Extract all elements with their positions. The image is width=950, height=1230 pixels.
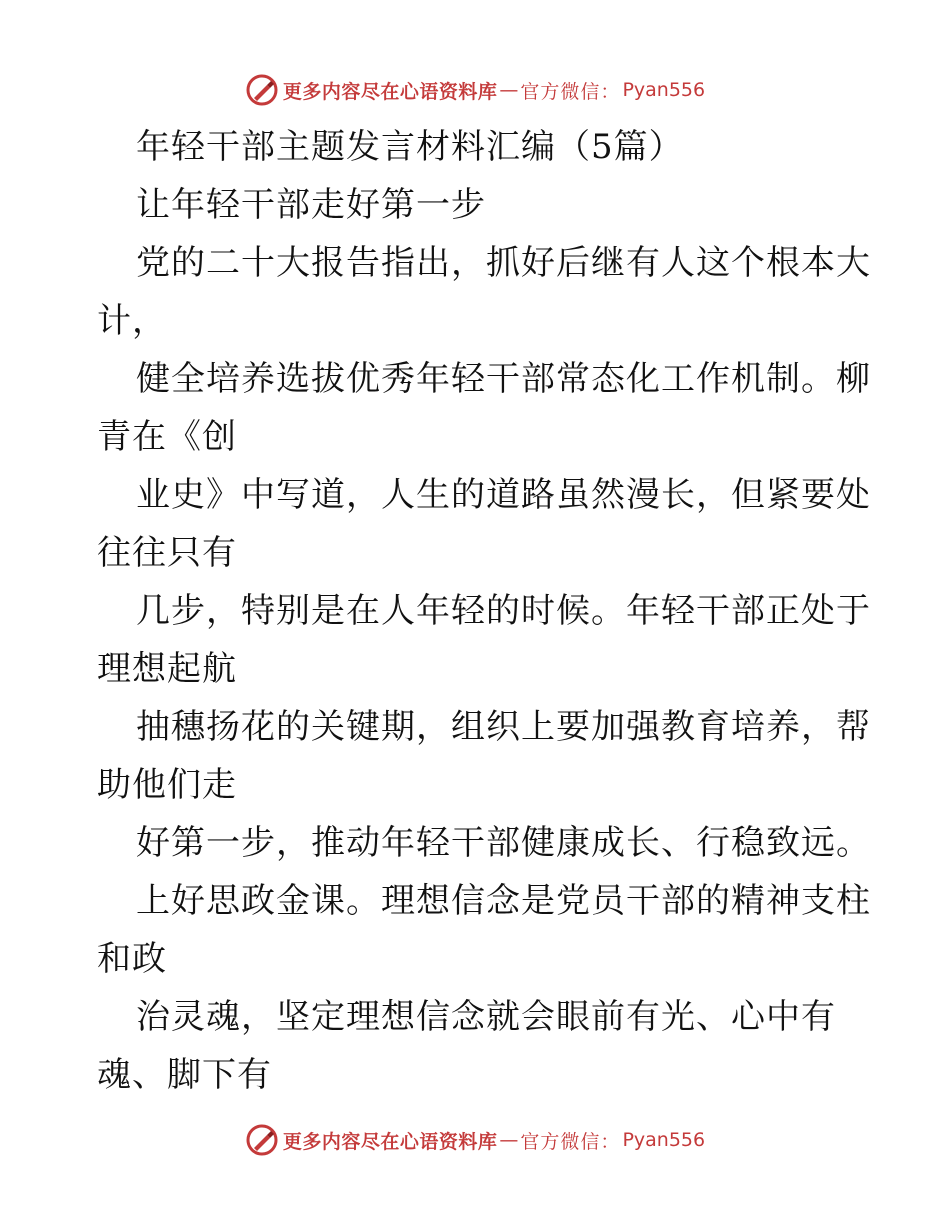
- watermark-wechat-id: Pyan556: [622, 1129, 706, 1151]
- doc-line: 和政: [97, 939, 167, 979]
- doc-line: 上好思政金课。理想信念是党员干部的精神支柱: [136, 881, 871, 921]
- watermark-sub-text: 官方微信：: [520, 1130, 621, 1153]
- footer-watermark: [0, 1120, 950, 1160]
- watermark-separator: —: [499, 1129, 519, 1151]
- doc-line: 往往只有: [97, 533, 237, 573]
- watermark-main-text: 更多内容尽在心语资料库: [282, 1130, 498, 1153]
- doc-line: 党的二十大报告指出，抓好后继有人这个根本大: [136, 243, 871, 283]
- doc-line: 理想起航: [97, 649, 237, 689]
- doc-line: 年轻干部主题发言材料汇编（5篇）: [136, 127, 684, 167]
- doc-line: 健全培养选拔优秀年轻干部常态化工作机制。柳: [136, 359, 871, 399]
- document-body: [97, 118, 871, 1104]
- doc-line: 让年轻干部走好第一步: [136, 185, 486, 225]
- doc-line: 青在《创: [97, 417, 237, 457]
- doc-line: 几步，特别是在人年轻的时候。年轻干部正处于: [136, 591, 871, 631]
- doc-line: 抽穗扬花的关键期，组织上要加强教育培养，帮: [136, 707, 871, 747]
- pen-logo-icon: [245, 73, 279, 107]
- doc-line: 计，: [97, 301, 167, 341]
- doc-line: 魂、脚下有: [97, 1055, 272, 1095]
- watermark-sub-text: 官方微信：: [520, 80, 621, 103]
- pen-logo-icon: [245, 1123, 279, 1157]
- doc-line: 治灵魂，坚定理想信念就会眼前有光、心中有: [136, 997, 836, 1037]
- watermark-separator: —: [499, 79, 519, 101]
- doc-line: 好第一步，推动年轻干部健康成长、行稳致远。: [136, 823, 871, 863]
- doc-line: 业史》中写道，人生的道路虽然漫长，但紧要处: [136, 475, 871, 515]
- doc-line: 助他们走: [97, 765, 237, 805]
- watermark-wechat-id: Pyan556: [622, 79, 706, 101]
- header-watermark: [0, 70, 950, 110]
- watermark-main-text: 更多内容尽在心语资料库: [282, 80, 498, 103]
